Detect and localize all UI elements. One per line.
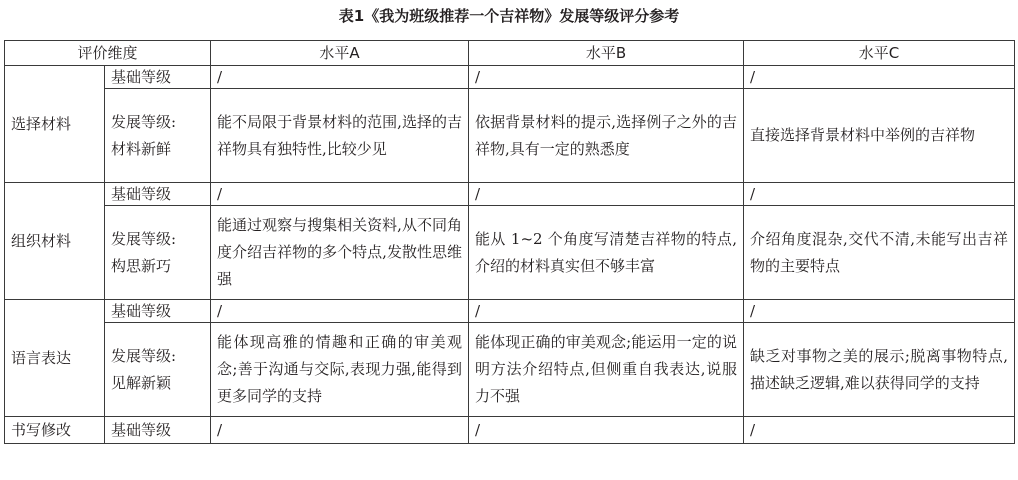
dimension-cell: 语言表达 (5, 300, 105, 417)
basic-label-cell: 基础等级 (105, 417, 211, 444)
dev-a-cell: 能不局限于背景材料的范围,选择的吉祥物具有独特性,比较少见 (211, 89, 469, 183)
dev-label-cell (105, 89, 211, 183)
basic-b-cell: / (469, 417, 744, 444)
table-row (5, 89, 1015, 183)
dimension-cell: 组织材料 (5, 183, 105, 300)
dev-b-cell: 能从 1~2 个角度写清楚吉祥物的特点,介绍的材料真实但不够丰富 (469, 206, 744, 300)
basic-a-cell: / (211, 66, 469, 89)
basic-a-cell: / (211, 417, 469, 444)
dev-c-cell: 缺乏对事物之美的展示;脱离事物特点,描述缺乏逻辑,难以获得同学的支持 (744, 323, 1015, 417)
dimension-cell: 选择材料 (5, 66, 105, 183)
basic-label-cell: 基础等级 (105, 66, 211, 89)
basic-label-cell: 基础等级 (105, 300, 211, 323)
dev-c-cell: 直接选择背景材料中举例的吉祥物 (744, 89, 1015, 183)
dev-label-line2: 材料新鲜 (111, 139, 172, 158)
dimension-cell: 书写修改 (5, 417, 105, 444)
basic-b-cell: / (469, 183, 744, 206)
dev-a-cell: 能体现高雅的情趣和正确的审美观念;善于沟通与交际,表现力强,能得到更多同学的支持 (211, 323, 469, 417)
dev-label-line2: 构思新巧 (111, 256, 172, 275)
table-row (5, 66, 1015, 89)
basic-a-cell: / (211, 183, 469, 206)
header-level-b: 水平B (469, 41, 744, 66)
dev-label-line1: 发展等级: (111, 112, 177, 131)
table-row (5, 323, 1015, 417)
dev-label-line1: 发展等级: (111, 229, 177, 248)
dev-a-cell: 能通过观察与搜集相关资料,从不同角度介绍吉祥物的多个特点,发散性思维强 (211, 206, 469, 300)
header-level-a: 水平A (211, 41, 469, 66)
basic-b-cell: / (469, 300, 744, 323)
basic-b-cell: / (469, 66, 744, 89)
dev-label-line2: 见解新颖 (111, 373, 172, 392)
dev-c-cell: 介绍角度混杂,交代不清,未能写出吉祥物的主要特点 (744, 206, 1015, 300)
basic-a-cell: / (211, 300, 469, 323)
dev-label-line1: 发展等级: (111, 346, 177, 365)
table-row (5, 206, 1015, 300)
table-caption: 表1《我为班级推荐一个吉祥物》发展等级评分参考 (338, 7, 680, 25)
table-row (5, 417, 1015, 444)
header-level-c: 水平C (744, 41, 1015, 66)
dev-b-cell: 依据背景材料的提示,选择例子之外的吉祥物,具有一定的熟悉度 (469, 89, 744, 183)
header-row (5, 41, 1015, 66)
table-row (5, 300, 1015, 323)
basic-c-cell: / (744, 66, 1015, 89)
dev-label-cell (105, 323, 211, 417)
header-dimension: 评价维度 (5, 41, 211, 66)
scoring-table (4, 40, 1015, 444)
basic-c-cell: / (744, 183, 1015, 206)
table-row (5, 183, 1015, 206)
basic-c-cell: / (744, 300, 1015, 323)
basic-c-cell: / (744, 417, 1015, 444)
dev-label-cell (105, 206, 211, 300)
dev-b-cell: 能体现正确的审美观念;能运用一定的说明方法介绍特点,但侧重自我表达,说服力不强 (469, 323, 744, 417)
basic-label-cell: 基础等级 (105, 183, 211, 206)
